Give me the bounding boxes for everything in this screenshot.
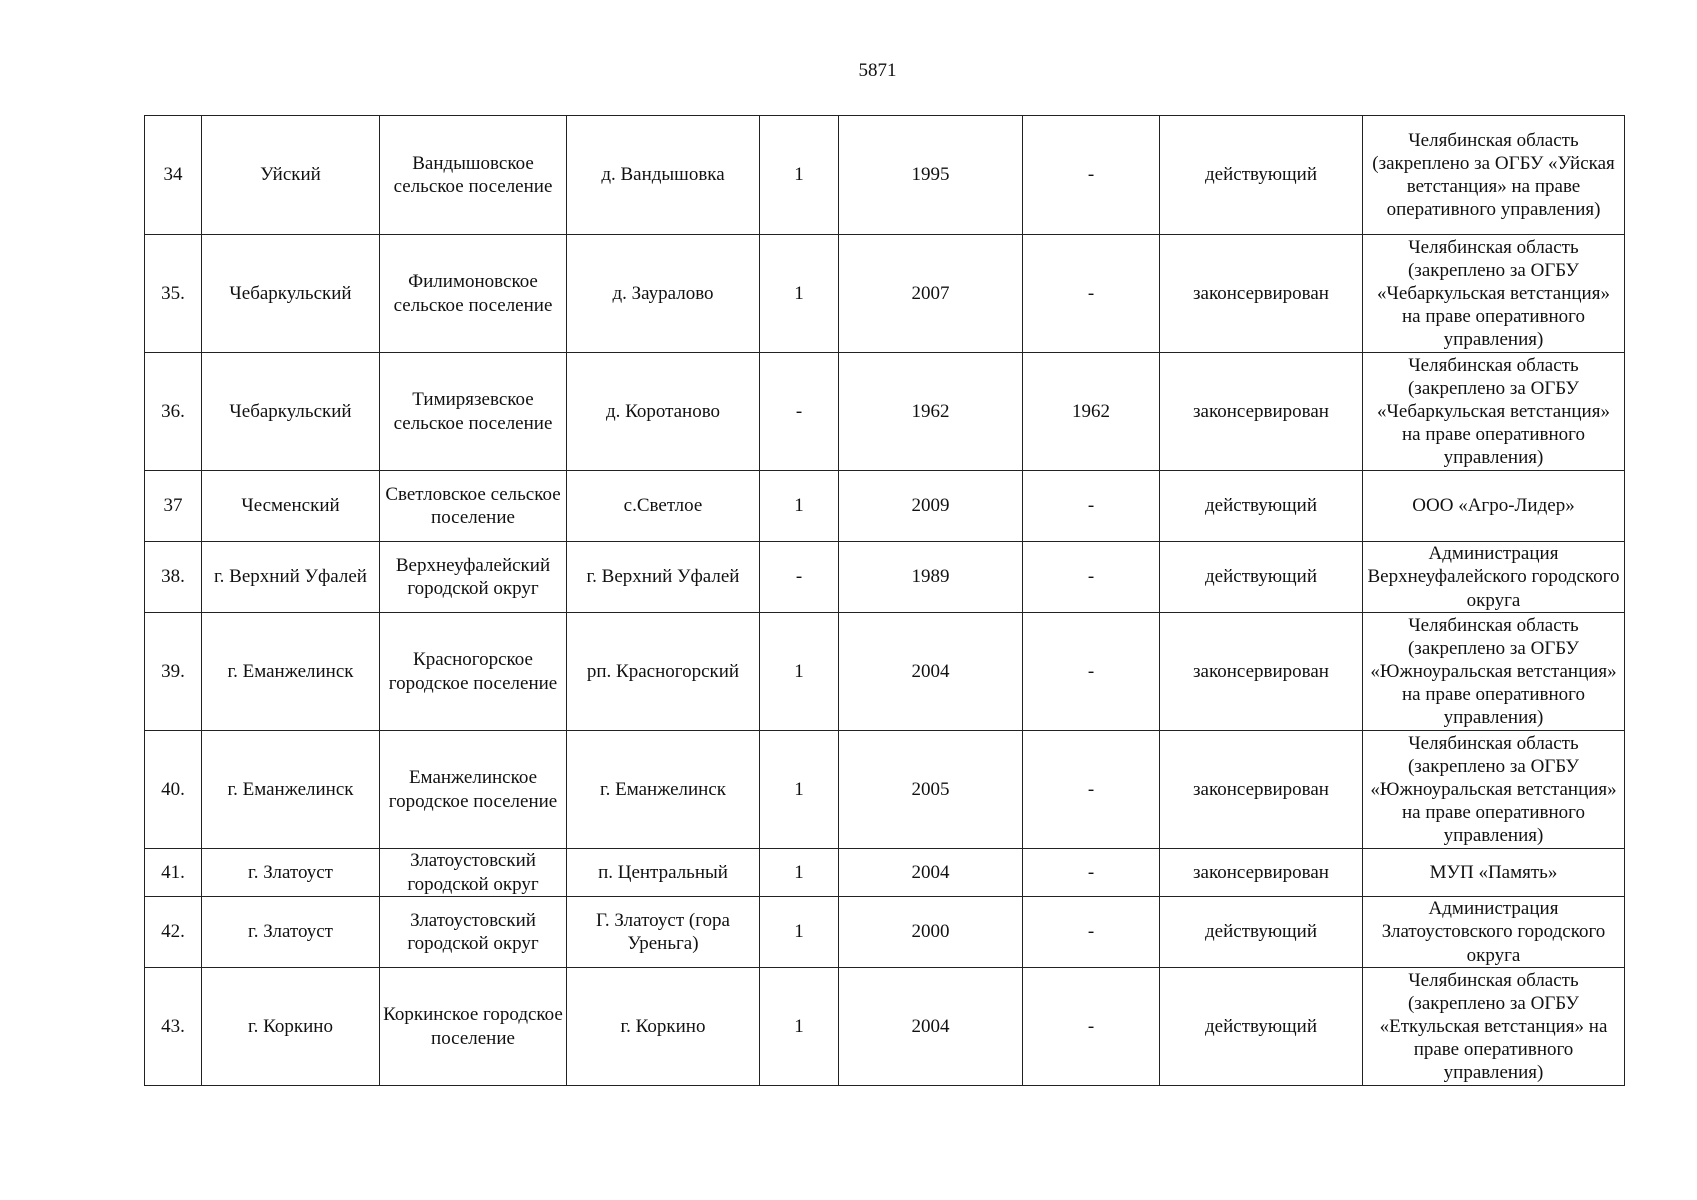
cell-status: законсервирован (1160, 849, 1363, 897)
cell-year-opened: 2004 (839, 613, 1023, 731)
cell-locality: Г. Златоуст (гора Уреньга) (567, 897, 760, 968)
cell-owner: Челябинская область (закреплено за ОГБУ «Южноуральская ветстанция» на праве оперативного управления) (1363, 613, 1625, 731)
cell-row-number: 38. (145, 542, 202, 613)
cell-settlement: Вандышовское сельское поселение (380, 116, 567, 235)
cell-year-closed: - (1023, 731, 1160, 849)
cell-owner: МУП «Память» (1363, 849, 1625, 897)
cell-status: законсервирован (1160, 353, 1363, 471)
cell-year-closed: - (1023, 897, 1160, 968)
cell-count: 1 (760, 116, 839, 235)
cell-district: Чесменский (202, 471, 380, 542)
cell-status: действующий (1160, 542, 1363, 613)
cell-settlement: Красногорское городское поселение (380, 613, 567, 731)
cell-district: г. Златоуст (202, 897, 380, 968)
cell-row-number: 35. (145, 235, 202, 353)
cell-year-closed: - (1023, 542, 1160, 613)
cell-year-opened: 2005 (839, 731, 1023, 849)
page-number: 5871 (858, 60, 897, 81)
cell-locality: с.Светлое (567, 471, 760, 542)
cell-owner: Челябинская область (закреплено за ОГБУ «Уйская ветстанция» на праве оперативного управления) (1363, 116, 1625, 235)
cell-district: г. Златоуст (202, 849, 380, 897)
cell-year-opened: 2004 (839, 849, 1023, 897)
cell-count: 1 (760, 897, 839, 968)
cell-settlement: Златоустовский городской округ (380, 849, 567, 897)
cell-settlement: Коркинское городское поселение (380, 968, 567, 1086)
table-row (145, 849, 1625, 897)
cell-settlement: Верхнеуфалейский городской округ (380, 542, 567, 613)
cell-year-opened: 1989 (839, 542, 1023, 613)
cell-count: - (760, 542, 839, 613)
cell-settlement: Светловское сельское поселение (380, 471, 567, 542)
table-row (145, 731, 1625, 849)
cell-settlement: Златоустовский городской округ (380, 897, 567, 968)
cell-year-closed: - (1023, 613, 1160, 731)
table-row (145, 542, 1625, 613)
cell-owner: Челябинская область (закреплено за ОГБУ «Южноуральская ветстанция» на праве оперативного управления) (1363, 731, 1625, 849)
cell-row-number: 43. (145, 968, 202, 1086)
cell-year-closed: - (1023, 968, 1160, 1086)
table-row (145, 116, 1625, 235)
cell-district: г. Коркино (202, 968, 380, 1086)
cell-district: г. Верхний Уфалей (202, 542, 380, 613)
cell-row-number: 37 (145, 471, 202, 542)
cell-district: Чебаркульский (202, 235, 380, 353)
cell-year-opened: 1962 (839, 353, 1023, 471)
cell-year-opened: 2000 (839, 897, 1023, 968)
cell-row-number: 42. (145, 897, 202, 968)
cell-row-number: 41. (145, 849, 202, 897)
cell-count: - (760, 353, 839, 471)
table-row (145, 235, 1625, 353)
cell-locality: г. Верхний Уфалей (567, 542, 760, 613)
cell-status: действующий (1160, 116, 1363, 235)
cell-row-number: 36. (145, 353, 202, 471)
cell-year-opened: 2009 (839, 471, 1023, 542)
cell-count: 1 (760, 849, 839, 897)
cell-owner: Администрация Златоустовского городского округа (1363, 897, 1625, 968)
cell-count: 1 (760, 731, 839, 849)
cell-count: 1 (760, 471, 839, 542)
cell-year-closed: 1962 (1023, 353, 1160, 471)
cell-settlement: Филимоновское сельское поселение (380, 235, 567, 353)
cell-status: законсервирован (1160, 235, 1363, 353)
table-row (145, 968, 1625, 1086)
cell-locality: г. Коркино (567, 968, 760, 1086)
table-row (145, 471, 1625, 542)
cell-status: действующий (1160, 897, 1363, 968)
cell-year-closed: - (1023, 235, 1160, 353)
cell-count: 1 (760, 613, 839, 731)
cell-owner: Администрация Верхнеуфалейского городского округа (1363, 542, 1625, 613)
cell-year-closed: - (1023, 116, 1160, 235)
cell-district: Чебаркульский (202, 353, 380, 471)
cell-district: г. Еманжелинск (202, 731, 380, 849)
table-row (145, 353, 1625, 471)
cell-settlement: Тимирязевское сельское поселение (380, 353, 567, 471)
cell-owner: Челябинская область (закреплено за ОГБУ «Чебаркульская ветстанция» на праве оперативного управления) (1363, 235, 1625, 353)
cell-year-closed: - (1023, 849, 1160, 897)
cell-year-closed: - (1023, 471, 1160, 542)
cell-owner: ООО «Агро-Лидер» (1363, 471, 1625, 542)
cell-owner: Челябинская область (закреплено за ОГБУ «Еткульская ветстанция» на праве оперативного управления) (1363, 968, 1625, 1086)
cell-locality: д. Вандышовка (567, 116, 760, 235)
cell-row-number: 34 (145, 116, 202, 235)
cell-status: законсервирован (1160, 613, 1363, 731)
cell-status: действующий (1160, 471, 1363, 542)
cell-district: г. Еманжелинск (202, 613, 380, 731)
cell-locality: рп. Красногорский (567, 613, 760, 731)
cell-locality: г. Еманжелинск (567, 731, 760, 849)
table-row (145, 897, 1625, 968)
cell-year-opened: 1995 (839, 116, 1023, 235)
cell-year-opened: 2007 (839, 235, 1023, 353)
cell-year-opened: 2004 (839, 968, 1023, 1086)
cell-count: 1 (760, 235, 839, 353)
table-row (145, 613, 1625, 731)
cell-row-number: 39. (145, 613, 202, 731)
registry-table-body (145, 116, 1625, 1086)
cell-count: 1 (760, 968, 839, 1086)
cell-locality: д. Коротаново (567, 353, 760, 471)
cell-status: действующий (1160, 968, 1363, 1086)
cell-status: законсервирован (1160, 731, 1363, 849)
cell-owner: Челябинская область (закреплено за ОГБУ «Чебаркульская ветстанция» на праве оперативного управления) (1363, 353, 1625, 471)
cell-settlement: Еманжелинское городское поселение (380, 731, 567, 849)
cell-district: Уйский (202, 116, 380, 235)
cell-locality: д. Зауралово (567, 235, 760, 353)
registry-table (144, 115, 1625, 1086)
cell-row-number: 40. (145, 731, 202, 849)
cell-locality: п. Центральный (567, 849, 760, 897)
